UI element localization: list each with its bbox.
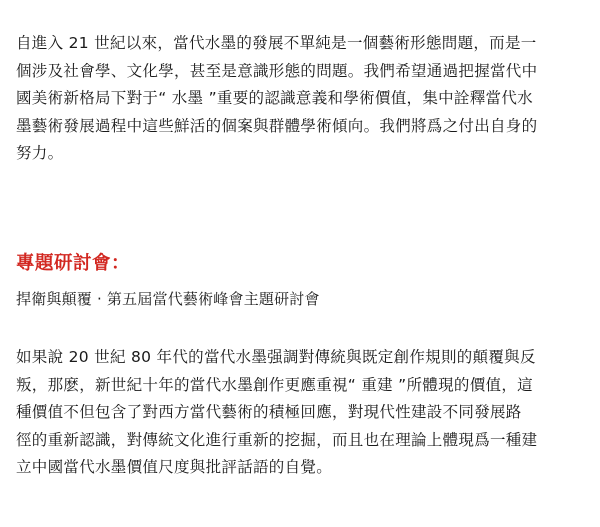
intro-line: 國美術新格局下對于“ 水墨 ”重要的認識意義和學術價值，集中詮釋當代水 bbox=[16, 89, 533, 108]
intro-line: 自進入 21 世紀以來，當代水墨的發展不單純是一個藝術形態問題，而是一 bbox=[16, 34, 537, 52]
intro-line: 墨藝術發展過程中這些鮮活的個案與群體學術傾向。我們將爲之付出自身的 bbox=[16, 116, 538, 135]
intro-paragraph bbox=[16, 30, 586, 168]
section-subtitle: 捍衛與顛覆 · 第五屆當代藝術峰會主題研討會 bbox=[16, 290, 320, 308]
body-line: 如果說 20 世紀 80 年代的當代水墨强調對傳統與既定創作規則的顛覆與反 bbox=[16, 348, 536, 366]
body-paragraph bbox=[16, 344, 586, 482]
body-line: 立中國當代水墨價值尺度與批評話語的自覺。 bbox=[16, 458, 333, 477]
body-line: 徑的重新認識，對傳統文化進行重新的挖掘，而且也在理論上體現爲一種建 bbox=[16, 430, 538, 449]
body-line: 種價值不但包含了對西方當代藝術的積極回應，對現代性建設不同發展路 bbox=[16, 403, 522, 422]
intro-line: 努力。 bbox=[16, 144, 64, 163]
section-title: 專題研討會： bbox=[16, 253, 131, 274]
body-line: 叛，那麽，新世紀十年的當代水墨創作更應重視“ 重建 ”所體現的價值，這 bbox=[16, 375, 533, 394]
intro-line: 個涉及社會學、文化學，甚至是意識形態的問題。我們希望通過把握當代中 bbox=[16, 61, 538, 80]
